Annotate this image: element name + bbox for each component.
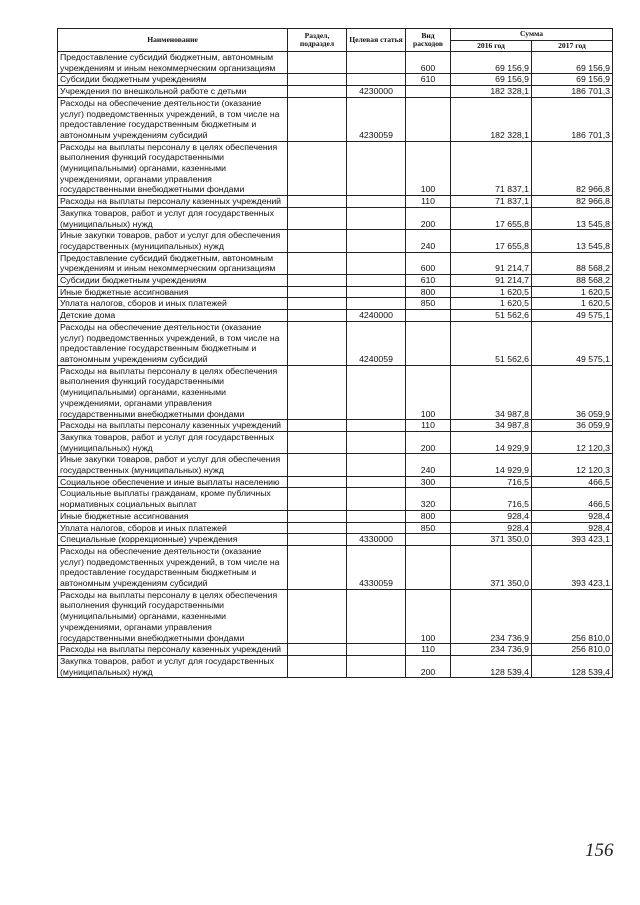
row-sum-2016: 14 929,9: [451, 454, 532, 476]
table-row: [58, 207, 613, 229]
row-target-article: 4230059: [347, 97, 406, 141]
header-year-2017: 2017 год: [532, 41, 613, 52]
row-sum-2016: 716,5: [451, 488, 532, 510]
row-sum-2017: 69 156,9: [532, 52, 613, 74]
row-sum-2016: 1 620,5: [451, 286, 532, 298]
header-kind: Вид расходов: [406, 29, 451, 52]
row-sum-2016: 128 539,4: [451, 655, 532, 677]
row-name: Закупка товаров, работ и услуг для государственных (муниципальных) нужд: [58, 207, 288, 229]
row-name: Расходы на обеспечение деятельности (оказание услуг) подведомственных учреждений, в том числе на предоставление государственным бюджетным и автономным учреждениям субсидий: [58, 97, 288, 141]
row-name: Расходы на выплаты персоналу в целях обеспечения выполнения функций государственными (муниципальными) органами, казенными учреждениями, органами управления государственными внебюджетными фондами: [58, 141, 288, 196]
row-section: [288, 522, 347, 534]
table-row: [58, 230, 613, 252]
row-expense-kind: 240: [406, 454, 451, 476]
row-expense-kind: 100: [406, 365, 451, 420]
row-expense-kind: 800: [406, 286, 451, 298]
row-sum-2017: 1 620,5: [532, 298, 613, 310]
row-expense-kind: 610: [406, 275, 451, 287]
row-sum-2017: 186 701,3: [532, 86, 613, 98]
page-number: 156: [585, 840, 614, 861]
table-row: [58, 488, 613, 510]
row-sum-2017: 256 810,0: [532, 644, 613, 656]
row-sum-2017: 88 568,2: [532, 252, 613, 274]
row-section: [288, 589, 347, 644]
row-section: [288, 510, 347, 522]
row-target-article: 4240000: [347, 310, 406, 322]
row-expense-kind: 200: [406, 207, 451, 229]
row-sum-2016: 371 350,0: [451, 545, 532, 589]
row-expense-kind: [406, 86, 451, 98]
row-sum-2017: 466,5: [532, 476, 613, 488]
header-sum: Сумма: [451, 29, 613, 41]
row-name: Иные бюджетные ассигнования: [58, 286, 288, 298]
table-row: [58, 86, 613, 98]
row-sum-2017: 928,4: [532, 522, 613, 534]
row-expense-kind: [406, 321, 451, 365]
row-section: [288, 141, 347, 196]
budget-table: [57, 28, 613, 678]
table-row: [58, 589, 613, 644]
table-row: [58, 275, 613, 287]
row-target-article: 4330059: [347, 545, 406, 589]
row-sum-2017: 393 423,1: [532, 545, 613, 589]
row-section: [288, 476, 347, 488]
row-name: Предоставление субсидий бюджетным, автономным учреждениям и иным некоммерческим организациям: [58, 52, 288, 74]
row-name: Расходы на выплаты персоналу в целях обеспечения выполнения функций государственными (муниципальными) органами, казенными учреждениями, органами управления государственными внебюджетными фондами: [58, 365, 288, 420]
row-sum-2016: 34 987,8: [451, 365, 532, 420]
row-name: Социальное обеспечение и иные выплаты населению: [58, 476, 288, 488]
row-target-article: [347, 431, 406, 453]
row-expense-kind: 850: [406, 298, 451, 310]
row-name: Расходы на выплаты персоналу в целях обеспечения выполнения функций государственными (муниципальными) органами, казенными учреждениями, органами управления государственными внебюджетными фондами: [58, 589, 288, 644]
row-sum-2017: 88 568,2: [532, 275, 613, 287]
row-name: Расходы на обеспечение деятельности (оказание услуг) подведомственных учреждений, в том числе на предоставление государственным бюджетным и автономным учреждениям субсидий: [58, 545, 288, 589]
row-sum-2016: 91 214,7: [451, 275, 532, 287]
row-expense-kind: 800: [406, 510, 451, 522]
row-section: [288, 286, 347, 298]
row-sum-2016: 51 562,6: [451, 310, 532, 322]
row-target-article: 4240059: [347, 321, 406, 365]
table-row: [58, 545, 613, 589]
header-year-2016: 2016 год: [451, 41, 532, 52]
row-sum-2016: 234 736,9: [451, 644, 532, 656]
row-section: [288, 321, 347, 365]
row-sum-2017: 928,4: [532, 510, 613, 522]
row-target-article: 4230000: [347, 86, 406, 98]
row-expense-kind: 600: [406, 252, 451, 274]
row-sum-2016: 14 929,9: [451, 431, 532, 453]
row-expense-kind: [406, 545, 451, 589]
row-target-article: [347, 488, 406, 510]
row-section: [288, 52, 347, 74]
row-sum-2017: 186 701,3: [532, 97, 613, 141]
row-name: Социальные выплаты гражданам, кроме публичных нормативных социальных выплат: [58, 488, 288, 510]
table-body: [58, 52, 613, 678]
row-target-article: [347, 522, 406, 534]
row-name: Специальные (коррекционные) учреждения: [58, 534, 288, 546]
row-sum-2017: 82 966,8: [532, 196, 613, 208]
row-expense-kind: 200: [406, 655, 451, 677]
row-name: Расходы на выплаты персоналу казенных учреждений: [58, 196, 288, 208]
row-target-article: [347, 476, 406, 488]
table-row: [58, 522, 613, 534]
row-sum-2017: 12 120,3: [532, 454, 613, 476]
row-section: [288, 74, 347, 86]
row-sum-2017: 13 545,8: [532, 207, 613, 229]
row-expense-kind: 320: [406, 488, 451, 510]
table-row: [58, 321, 613, 365]
row-name: Детские дома: [58, 310, 288, 322]
row-sum-2016: 51 562,6: [451, 321, 532, 365]
row-name: Иные бюджетные ассигнования: [58, 510, 288, 522]
row-expense-kind: 600: [406, 52, 451, 74]
row-target-article: [347, 286, 406, 298]
row-sum-2016: 69 156,9: [451, 74, 532, 86]
row-section: [288, 545, 347, 589]
row-expense-kind: 610: [406, 74, 451, 86]
table-row: [58, 644, 613, 656]
row-sum-2016: 91 214,7: [451, 252, 532, 274]
table-row: [58, 420, 613, 432]
table-row: [58, 534, 613, 546]
row-sum-2016: 928,4: [451, 522, 532, 534]
row-sum-2016: 34 987,8: [451, 420, 532, 432]
row-sum-2017: 36 059,9: [532, 420, 613, 432]
table-row: [58, 476, 613, 488]
row-sum-2016: 1 620,5: [451, 298, 532, 310]
row-sum-2016: 234 736,9: [451, 589, 532, 644]
row-target-article: [347, 230, 406, 252]
row-target-article: [347, 454, 406, 476]
row-name: Расходы на выплаты персоналу казенных учреждений: [58, 420, 288, 432]
row-target-article: [347, 252, 406, 274]
row-name: Закупка товаров, работ и услуг для государственных (муниципальных) нужд: [58, 431, 288, 453]
table-row: [58, 510, 613, 522]
row-sum-2017: 13 545,8: [532, 230, 613, 252]
row-target-article: [347, 655, 406, 677]
row-sum-2017: 49 575,1: [532, 321, 613, 365]
row-sum-2016: 71 837,1: [451, 196, 532, 208]
row-sum-2016: 928,4: [451, 510, 532, 522]
row-section: [288, 252, 347, 274]
row-sum-2017: 69 156,9: [532, 74, 613, 86]
table-row: [58, 141, 613, 196]
row-name: Субсидии бюджетным учреждениям: [58, 74, 288, 86]
table-row: [58, 97, 613, 141]
row-section: [288, 86, 347, 98]
row-section: [288, 230, 347, 252]
table-row: [58, 298, 613, 310]
row-section: [288, 655, 347, 677]
row-sum-2017: 466,5: [532, 488, 613, 510]
header-name: Наименование: [58, 29, 288, 52]
row-section: [288, 275, 347, 287]
row-expense-kind: [406, 310, 451, 322]
row-target-article: [347, 275, 406, 287]
table-row: [58, 365, 613, 420]
row-target-article: [347, 644, 406, 656]
row-name: Субсидии бюджетным учреждениям: [58, 275, 288, 287]
row-name: Иные закупки товаров, работ и услуг для обеспечения государственных (муниципальных) нужд: [58, 230, 288, 252]
row-expense-kind: 240: [406, 230, 451, 252]
row-target-article: [347, 589, 406, 644]
row-expense-kind: [406, 534, 451, 546]
row-target-article: [347, 510, 406, 522]
row-section: [288, 196, 347, 208]
row-name: Расходы на обеспечение деятельности (оказание услуг) подведомственных учреждений, в том числе на предоставление государственным бюджетным и автономным учреждениям субсидий: [58, 321, 288, 365]
row-expense-kind: 100: [406, 141, 451, 196]
row-sum-2016: 17 655,8: [451, 230, 532, 252]
row-expense-kind: 850: [406, 522, 451, 534]
row-expense-kind: 100: [406, 589, 451, 644]
row-sum-2017: 256 810,0: [532, 589, 613, 644]
row-sum-2017: 36 059,9: [532, 365, 613, 420]
row-sum-2017: 12 120,3: [532, 431, 613, 453]
row-target-article: [347, 298, 406, 310]
row-name: Закупка товаров, работ и услуг для государственных (муниципальных) нужд: [58, 655, 288, 677]
table-row: [58, 310, 613, 322]
row-expense-kind: [406, 97, 451, 141]
row-name: Уплата налогов, сборов и иных платежей: [58, 298, 288, 310]
row-target-article: [347, 52, 406, 74]
table-row: [58, 52, 613, 74]
row-section: [288, 365, 347, 420]
row-target-article: [347, 141, 406, 196]
row-expense-kind: 110: [406, 644, 451, 656]
row-section: [288, 454, 347, 476]
row-sum-2016: 17 655,8: [451, 207, 532, 229]
row-section: [288, 207, 347, 229]
table-header: [58, 29, 613, 52]
row-sum-2016: 182 328,1: [451, 86, 532, 98]
row-target-article: [347, 420, 406, 432]
table-row: [58, 252, 613, 274]
row-name: Расходы на выплаты персоналу казенных учреждений: [58, 644, 288, 656]
row-section: [288, 420, 347, 432]
row-sum-2017: 393 423,1: [532, 534, 613, 546]
row-sum-2016: 71 837,1: [451, 141, 532, 196]
row-section: [288, 644, 347, 656]
row-sum-2017: 82 966,8: [532, 141, 613, 196]
table-row: [58, 286, 613, 298]
row-section: [288, 298, 347, 310]
row-target-article: [347, 365, 406, 420]
table-row: [58, 454, 613, 476]
table-row: [58, 74, 613, 86]
table-row: [58, 655, 613, 677]
row-sum-2016: 182 328,1: [451, 97, 532, 141]
row-sum-2016: 371 350,0: [451, 534, 532, 546]
row-name: Учреждения по внешкольной работе с детьми: [58, 86, 288, 98]
row-section: [288, 97, 347, 141]
row-target-article: 4330000: [347, 534, 406, 546]
row-name: Уплата налогов, сборов и иных платежей: [58, 522, 288, 534]
row-sum-2017: 49 575,1: [532, 310, 613, 322]
row-section: [288, 534, 347, 546]
row-target-article: [347, 196, 406, 208]
row-section: [288, 431, 347, 453]
row-sum-2016: 69 156,9: [451, 52, 532, 74]
row-section: [288, 488, 347, 510]
row-expense-kind: 110: [406, 196, 451, 208]
row-sum-2017: 1 620,5: [532, 286, 613, 298]
row-target-article: [347, 74, 406, 86]
row-name: Иные закупки товаров, работ и услуг для обеспечения государственных (муниципальных) нужд: [58, 454, 288, 476]
header-section: Раздел, подраздел: [288, 29, 347, 52]
row-section: [288, 310, 347, 322]
row-name: Предоставление субсидий бюджетным, автономным учреждениям и иным некоммерческим организациям: [58, 252, 288, 274]
row-expense-kind: 300: [406, 476, 451, 488]
header-target: Целевая статья: [347, 29, 406, 52]
table-row: [58, 196, 613, 208]
row-expense-kind: 200: [406, 431, 451, 453]
row-expense-kind: 110: [406, 420, 451, 432]
row-sum-2017: 128 539,4: [532, 655, 613, 677]
row-sum-2016: 716,5: [451, 476, 532, 488]
row-target-article: [347, 207, 406, 229]
table-row: [58, 431, 613, 453]
